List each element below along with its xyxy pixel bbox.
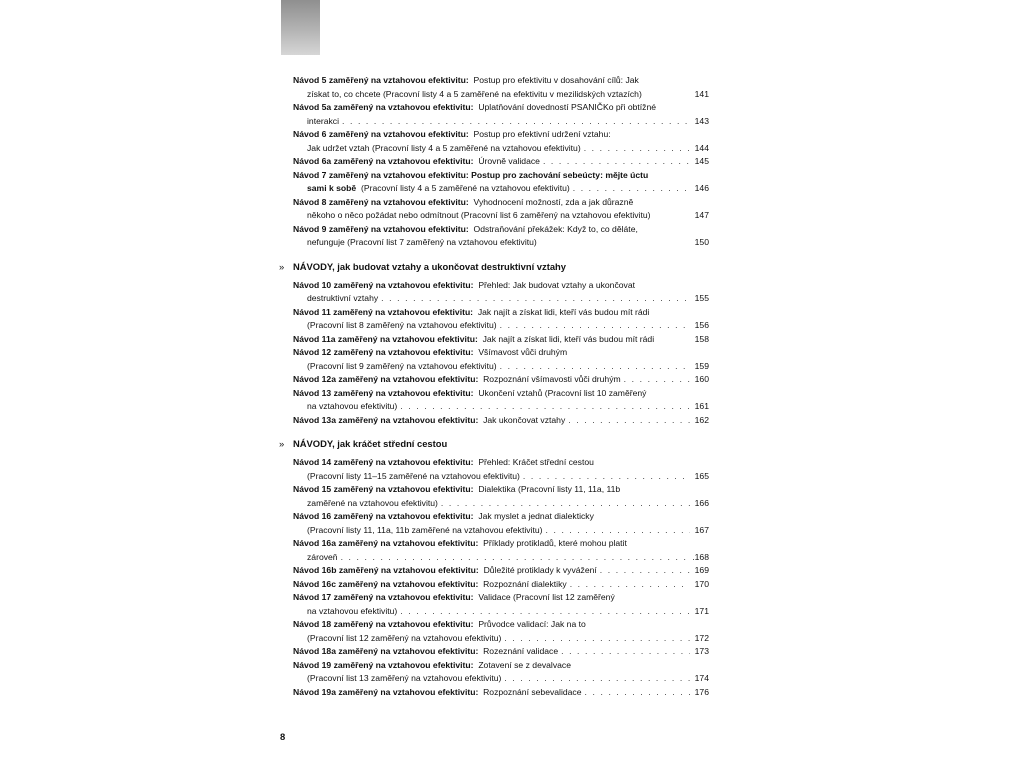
entry-page-number: 150 [694,237,709,247]
section-heading-text: NÁVODY, jak budovat vztahy a ukončovat destruktivní vztahy [293,260,566,272]
entry-description: Jak myslet a jednat dialekticky [478,511,594,521]
entry-title: Návod 17 zaměřený na vztahovou efektivitu: [293,592,474,602]
toc-entry-line [293,618,709,632]
entry-page-number: 171 [694,605,709,616]
dot-leader [504,632,690,646]
dot-leader [342,115,690,129]
entry-description: Jak udržet vztah (Pracovní listy 4 a 5 zaměřené na vztahovou efektivitu) [307,142,581,153]
dot-leader [400,605,690,619]
entry-description: Rozpoznání všímavosti vůči druhým [483,374,621,384]
toc-entry-line [293,672,709,686]
toc-entry-line [293,74,709,88]
entry-page-number: .168 [692,551,709,562]
entry-title: Návod 12 zaměřený na vztahovou efektivitu: [293,347,474,357]
entry-page-number: 158 [694,333,709,344]
toc-entry[interactable] [293,128,709,155]
entry-title: Návod 18 zaměřený na vztahovou efektivitu: [293,619,474,629]
toc-entry[interactable] [293,564,709,578]
entry-description: Přehled: Jak budovat vztahy a ukončovat [478,279,636,290]
entry-title: Návod 14 zaměřený na vztahovou efektivitu: [293,457,474,467]
dot-leader [570,578,690,592]
entry-description: destruktivní vztahy [307,293,379,303]
toc-entry[interactable] [293,387,709,414]
entry-description: Validace (Pracovní list 12 zaměřený [478,592,615,602]
toc-entry-line [293,645,709,659]
entry-title: Návod 16a zaměřený na vztahovou efektivitu: [293,538,479,548]
section-heading [279,260,709,274]
entry-page-number: 176 [694,686,709,697]
dot-leader [381,292,690,306]
entry-page-number: 147 [694,210,709,220]
entry-title: Návod 18a zaměřený na vztahovou efektivitu: [293,646,479,656]
toc-entry-line [293,400,709,414]
toc-entry-line [293,456,709,470]
entry-title: Návod 8 zaměřený na vztahovou efektivitu: [293,196,469,207]
entry-page-number: 160 [694,374,709,384]
toc-entry-line [293,155,709,169]
toc-entry[interactable] [293,645,709,659]
toc-entry-line [293,373,709,387]
toc-entry-line [293,551,709,565]
dot-leader [600,564,690,578]
entry-page-number: 174 [694,673,709,683]
entry-page-number: 173 [694,646,709,656]
entry-description: Zotavení se z devalvace [478,659,571,670]
entry-description: získat to, co chcete (Pracovní listy 4 a 5 zaměřené na efektivitu v mezilidských vztazích) [307,88,642,99]
entry-description: Rozpoznání dialektiky [483,578,567,589]
entry-description: Postup pro efektivitu v dosahování cílů: Jak [473,75,639,85]
entry-title: Návod 16c zaměřený na vztahovou efektivitu: [293,578,479,589]
entry-title: Návod 15 zaměřený na vztahovou efektivitu: [293,484,474,494]
entry-title: Návod 12a zaměřený na vztahovou efektivitu: [293,374,479,384]
entry-description: Důležité protiklady k vyvážení [483,565,597,575]
dot-leader [400,400,690,414]
entry-description: (Pracovní listy 11–15 zaměřené na vztahovou efektivitu) [307,470,520,481]
entry-description: Odstraňování překážek: Když to, co děláte, [473,223,638,234]
entry-description: na vztahovou efektivitu) [307,605,398,616]
toc-entry[interactable] [293,456,709,483]
entry-description: interakci [307,115,339,126]
entry-description: někoho o něco požádat nebo odmítnout (Pracovní list 6 zaměřený na vztahovou efektivitu) [307,210,651,220]
toc-entry-line [293,196,709,210]
toc-entry-line [293,333,709,347]
toc-entry-line [293,279,709,293]
toc-entry[interactable] [293,483,709,510]
toc-entry-line [293,578,709,592]
toc-entry-line [293,306,709,320]
entry-description: Příklady protikladů, které mohou platit [483,538,627,548]
entry-title: Návod 5 zaměřený na vztahovou efektivitu: [293,75,469,85]
toc-entry-line [293,142,709,156]
entry-description: Průvodce validací: Jak na to [478,619,586,629]
entry-description: (Pracovní list 8 zaměřený na vztahovou efektivitu) [307,320,497,330]
dot-leader [504,672,690,686]
entry-title: Návod 5a zaměřený na vztahovou efektivitu: [293,102,474,112]
entry-title: Návod 6a zaměřený na vztahovou efektivitu: [293,156,474,166]
entry-title: Návod 7 zaměřený na vztahovou efektivitu: Postup pro zachování sebeúcty: mějte úctu [293,169,649,180]
toc-entry[interactable] [293,537,709,564]
entry-page-number: 155 [694,293,709,303]
entry-description: Úrovně validace [478,156,540,166]
dot-leader [584,142,690,156]
toc-entry-line [293,510,709,524]
toc-entry-line [293,524,709,538]
toc-entry-line [293,591,709,605]
entry-title: Návod 16 zaměřený na vztahovou efektivitu: [293,511,474,521]
toc-entry-line [293,236,709,250]
entry-description: Uplatňování dovedností PSANIČKo při obtížné [478,102,657,112]
toc-entry-line [293,346,709,360]
entry-description: Přehled: Kráčet střední cestou [478,457,594,467]
entry-description: Jak najít a získat lidi, kteří vás budou mít rádi [477,306,650,317]
dot-leader [500,360,690,374]
entry-description: Postup pro efektivní udržení vztahu: [473,129,611,139]
entry-description: (Pracovní list 13 zaměřený na vztahovou efektivitu) [307,673,502,683]
toc-entry[interactable] [293,74,709,101]
toc-entry[interactable] [293,686,709,700]
toc-entry-line [293,605,709,619]
dot-leader [546,524,691,538]
toc-entry-line [293,182,709,196]
toc-entry[interactable] [293,414,709,428]
page-number: 8 [280,731,286,742]
entry-page-number: 141 [694,88,709,99]
toc-section [293,74,709,250]
toc-entry[interactable] [293,591,709,618]
toc-entry[interactable] [293,279,709,306]
toc-entry-line [293,414,709,428]
toc-entry-line [293,209,709,223]
toc-entry-line [293,360,709,374]
toc-entry[interactable] [293,346,709,373]
toc-section [293,456,709,699]
toc-entry-line [293,483,709,497]
entry-description: (Pracovní listy 4 a 5 zaměřené na vztahovou efektivitu) [360,183,570,193]
dot-leader [500,319,690,333]
toc-entry-line [293,128,709,142]
dot-leader [568,414,690,428]
entry-title: Návod 19a zaměřený na vztahovou efektivitu: [293,686,479,697]
toc-entry[interactable] [293,578,709,592]
entry-title: Návod 10 zaměřený na vztahovou efektivitu: [293,279,474,290]
toc-entry[interactable] [293,333,709,347]
toc-entry-line [293,632,709,646]
entry-description: (Pracovní listy 11, 11a, 11b zaměřené na vztahovou efektivitu) [307,524,543,535]
toc-entry[interactable] [293,659,709,686]
entry-page-number: 170 [694,578,709,589]
toc-entry-line [293,497,709,511]
entry-page-number: 156 [694,320,709,330]
entry-description: zároveň [307,551,338,562]
entry-description: Ukončení vztahů (Pracovní list 10 zaměřený [478,387,647,398]
entry-description: Rozpoznání sebevalidace [483,686,582,697]
dot-leader [341,551,690,565]
entry-page-number: 165 [694,470,709,481]
entry-title: Návod 13 zaměřený na vztahovou efektivitu: [293,387,474,398]
entry-page-number: 143 [694,115,709,126]
toc-entry[interactable] [293,306,709,333]
toc-entry-line [293,101,709,115]
toc-entry[interactable] [293,101,709,128]
entry-page-number: 167 [694,524,709,535]
entry-title: Návod 11 zaměřený na vztahovou efektivitu: [293,306,474,317]
toc-entry-line [293,88,709,102]
entry-page-number: 146 [694,183,709,193]
entry-page-number: 162 [694,414,709,425]
dot-leader [573,182,690,196]
entry-page-number: 166 [694,497,709,508]
toc-entry-line [293,319,709,333]
entry-description: na vztahovou efektivitu) [307,401,398,411]
toc-entry-line [293,537,709,551]
entry-description: (Pracovní list 12 zaměřený na vztahovou efektivitu) [307,632,502,643]
bullet-glyph: » [279,438,285,449]
dot-leader [441,497,690,511]
section-heading [279,437,709,451]
toc-entry-line [293,169,709,183]
entry-description: Dialektika (Pracovní listy 11, 11a, 11b [478,484,621,494]
entry-description: Jak ukončovat vztahy [483,414,566,425]
entry-description: (Pracovní list 9 zaměřený na vztahovou efektivitu) [307,360,497,371]
toc-section [293,279,709,428]
toc-entry-line [293,564,709,578]
entry-description: Rozeznání validace [483,646,559,656]
dot-leader [543,155,690,169]
toc-entry[interactable] [293,510,709,537]
toc-entry-line [293,292,709,306]
entry-description: zaměřené na vztahovou efektivitu) [307,497,438,508]
entry-page-number: 144 [694,142,709,153]
section-heading-text: NÁVODY, jak kráčet střední cestou [293,438,448,449]
toc-entry-line [293,223,709,237]
dot-leader [624,373,690,387]
dot-leader [523,470,690,484]
page-corner-tab [281,0,320,55]
entry-description: Jak najít a získat lidi, kteří vás budou mít rádi [482,333,655,344]
entry-title: Návod 11a zaměřený na vztahovou efektivitu: [293,333,478,344]
entry-page-number: 161 [694,401,709,411]
entry-title: Návod 6 zaměřený na vztahovou efektivitu: [293,129,469,139]
entry-page-number: 145 [694,156,709,166]
entry-description: Vyhodnocení možností, zda a jak důrazně [473,196,634,207]
toc-entry-line [293,686,709,700]
entry-page-number: 172 [694,632,709,643]
entry-title: Návod 19 zaměřený na vztahovou efektivitu: [293,659,474,670]
toc-entry[interactable] [293,373,709,387]
entry-page-number: 159 [694,360,709,371]
toc-entry-line [293,115,709,129]
entry-page-number: 169 [694,565,709,575]
bullet-glyph: » [279,260,285,272]
dot-leader [585,686,690,700]
entry-title: Návod 16b zaměřený na vztahovou efektivitu: [293,565,479,575]
entry-title: Návod 9 zaměřený na vztahovou efektivitu: [293,223,469,234]
toc-entry-line [293,659,709,673]
dot-leader [561,645,690,659]
toc-entry[interactable] [293,223,709,250]
toc-entry[interactable] [293,155,709,169]
entry-description: Všímavost vůči druhým [478,347,568,357]
table-of-contents [279,74,709,699]
entry-title: sami k sobě [307,183,357,193]
entry-description: nefunguje (Pracovní list 7 zaměřený na vztahovou efektivitu) [307,237,537,247]
toc-entry[interactable] [293,618,709,645]
toc-entry[interactable] [293,169,709,196]
toc-entry-line [293,470,709,484]
toc-entry-line [293,387,709,401]
toc-entry[interactable] [293,196,709,223]
entry-title: Návod 13a zaměřený na vztahovou efektivitu: [293,414,479,425]
